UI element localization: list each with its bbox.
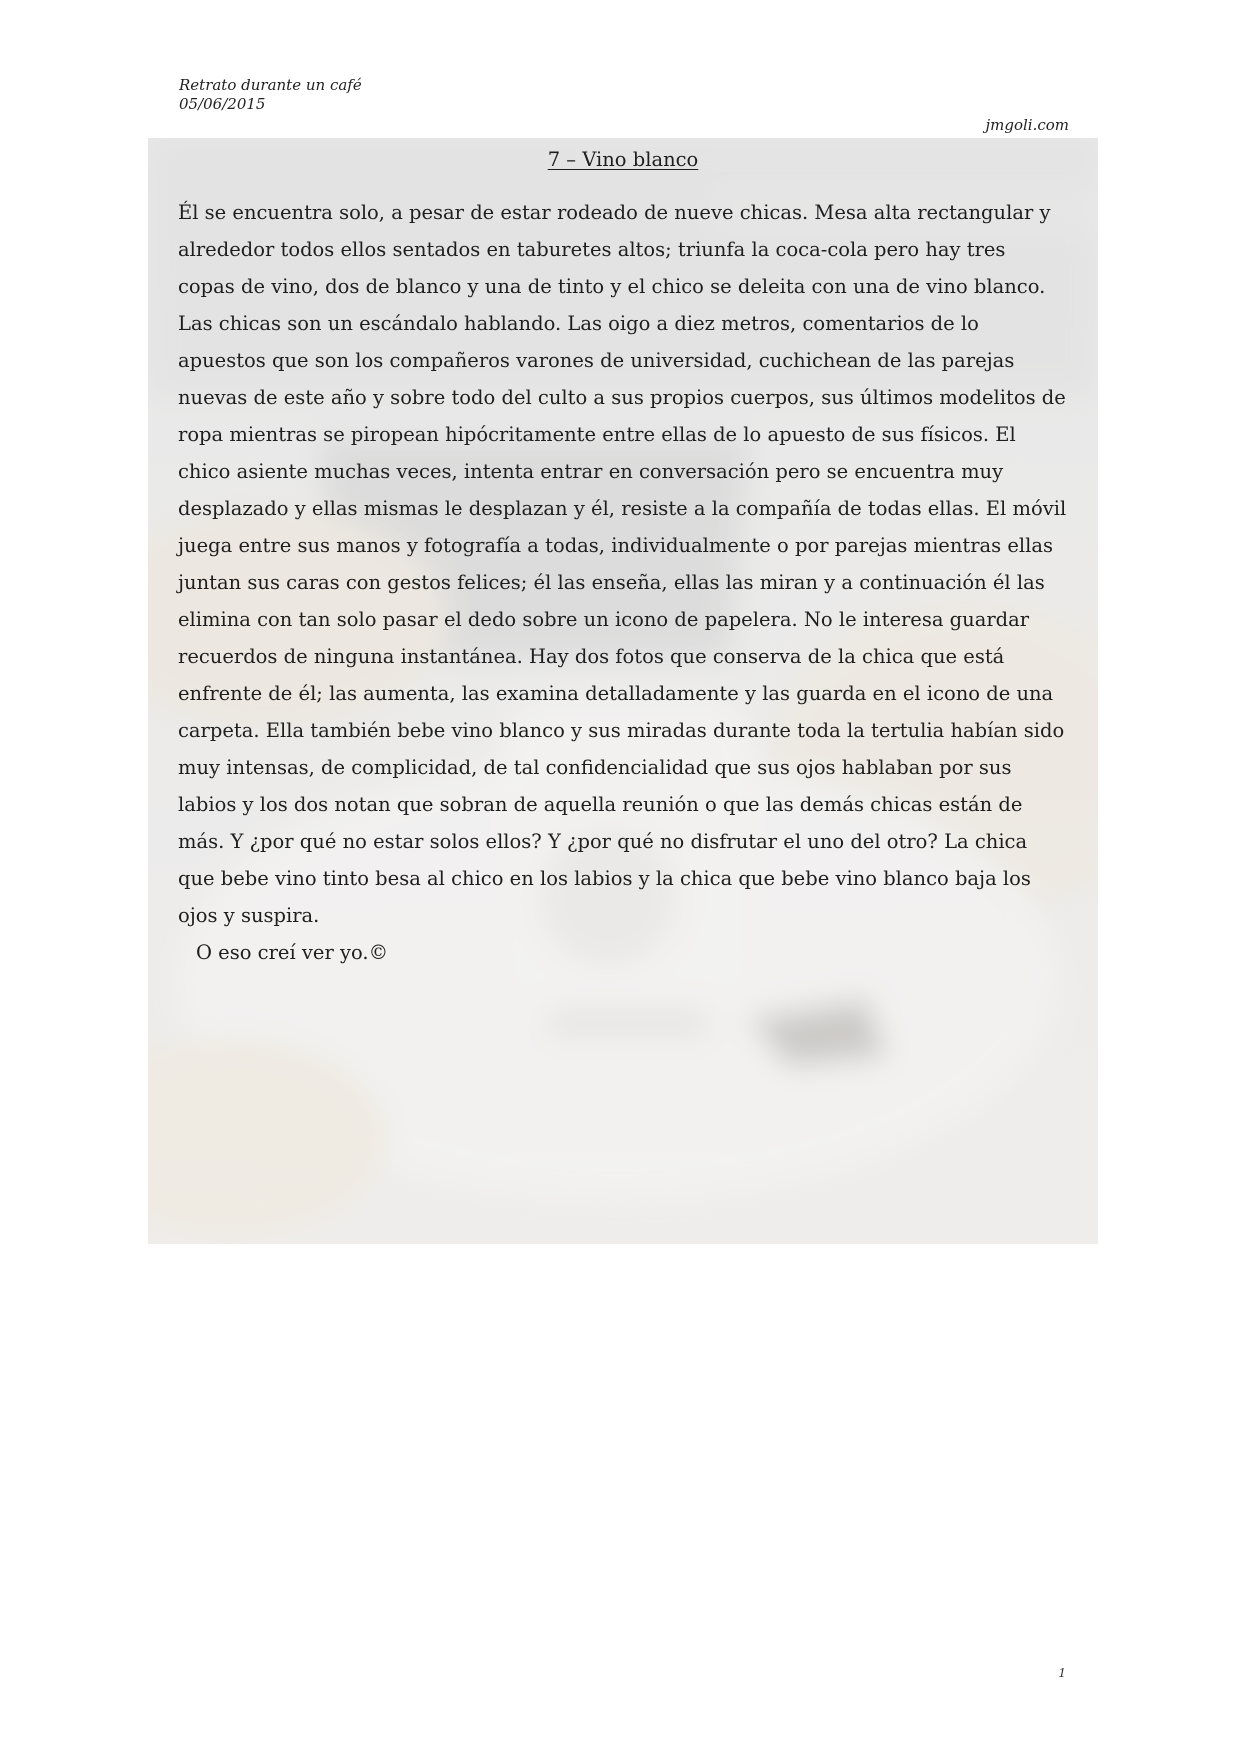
chapter-closing-line: O eso creí ver yo.© bbox=[196, 941, 389, 964]
work-title: Retrato durante un café bbox=[179, 76, 362, 94]
document-date: 05/06/2015 bbox=[179, 95, 266, 113]
site-name: jmgoli.com bbox=[985, 116, 1069, 134]
header-left bbox=[179, 76, 362, 114]
chapter-title: 7 – Vino blanco bbox=[547, 148, 699, 171]
page-number: 1 bbox=[1058, 1666, 1066, 1680]
chapter-content bbox=[178, 138, 1068, 971]
chapter-body-paragraph: Él se encuentra solo, a pesar de estar rodeado de nueve chicas. Mesa alta rectangular y alrededor todos ellos sentados en taburetes altos; triunfa la coca-cola pero hay tres copas de vino, dos de blanco y una de tinto y el chico se deleita con una de vino blanco. Las chicas son un escándalo hablando. Las oigo a diez metros, comentarios de lo apuestos que son los compañeros varones de universidad, cuchichean de las parejas nuevas de este año y sobre todo del culto a sus propios cuerpos, sus últimos modelitos de ropa mientras se piropean hipócritamente entre ellas de lo apuesto de sus físicos. El chico asiente muchas veces, intenta entrar en conversación pero se encuentra muy desplazado y ellas mismas le desplazan y él, resiste a la compañía de todas ellas. El móvil juega entre sus manos y fotografía a todas, individualmente o por parejas mientras ellas juntan sus caras con gestos felices; él las enseña, ellas las miran y a continuación él las elimina con tan solo pasar el dedo sobre un icono de papelera. No le interesa guardar recuerdos de ninguna instantánea. Hay dos fotos que conserva de la chica que está enfrente de él; las aumenta, las examina detalladamente y las guarda en el icono de una carpeta. Ella también bebe vino blanco y sus miradas durante toda la tertulia habían sido muy intensas, de complicidad, de tal confidencialidad que sus ojos hablaban por sus labios y los dos notan que sobran de aquella reunión o que las demás chicas están de más. Y ¿por qué no estar solos ellos? Y ¿por qué no disfrutar el uno del otro? La chica que bebe vino tinto besa al chico en los labios y la chica que bebe vino blanco baja los ojos y suspira. bbox=[178, 201, 1067, 927]
